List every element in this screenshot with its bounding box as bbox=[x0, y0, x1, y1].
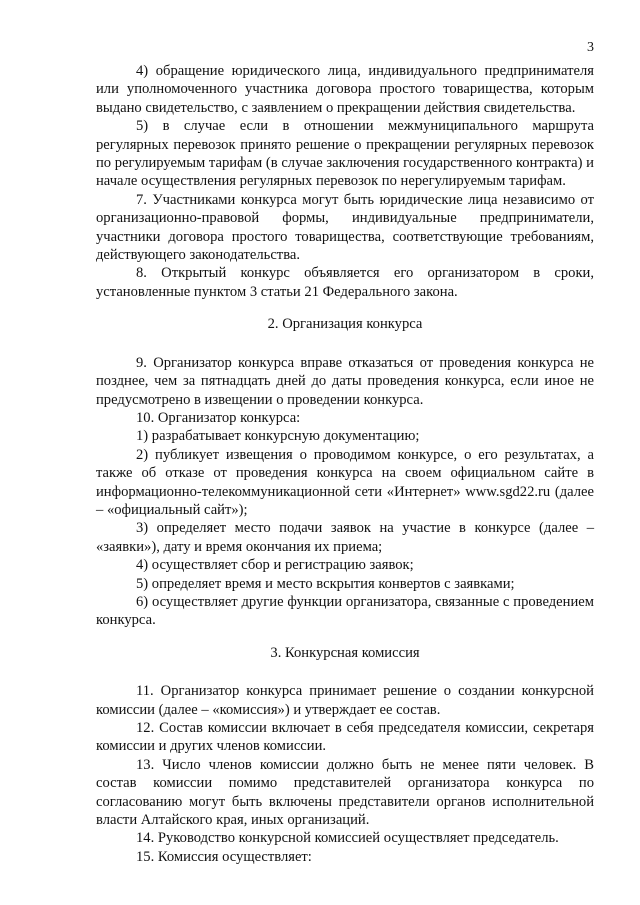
paragraph-item-4: 4) обращение юридического лица, индивидуального предпринимателя или уполномоченного участника договора простого товарищества, которым выдано свидетельство, с заявлением о прекращении действия свидетельства. bbox=[96, 63, 594, 116]
paragraph-clause-15: 15. Комиссия осуществляет: bbox=[136, 848, 312, 865]
paragraph-subitem-3: 3) определяет место подачи заявок на участие в конкурсе (далее – «заявки»), дату и время окончания их приема; bbox=[96, 520, 594, 555]
paragraph-subitem-1: 1) разрабатывает конкурсную документацию; bbox=[136, 428, 420, 445]
paragraph-clause-8: 8. Открытый конкурс объявляется его организатором в сроки, установленные пунктом 3 статьи 21 Федерального закона. bbox=[96, 265, 594, 300]
document-body bbox=[96, 62, 594, 866]
section-commission bbox=[96, 682, 594, 866]
paragraph-clause-12: 12. Состав комиссии включает в себя председателя комиссии, секретаря комиссии и других членов комиссии. bbox=[96, 720, 594, 755]
paragraph-item-5: 5) в случае если в отношении межмуниципального маршрута регулярных перевозок принято решение о прекращении регулярных перевозок по регулируемым тарифам (в случае заключения государственного контракта) и начале осуществления регулярных перевозок по нерегулируемым тарифам. bbox=[96, 118, 594, 190]
section-continued bbox=[96, 62, 594, 301]
paragraph-subitem-4: 4) осуществляет сбор и регистрацию заявок; bbox=[136, 557, 414, 574]
page-number: 3 bbox=[587, 40, 594, 55]
paragraph-clause-14: 14. Руководство конкурсной комиссией осуществляет председатель. bbox=[136, 830, 559, 847]
section-heading-organization: 2. Организация конкурса bbox=[267, 316, 423, 333]
section-organization bbox=[96, 354, 594, 630]
paragraph-subitem-2: 2) публикует извещения о проводимом конкурсе, о его результатах, а также об отказе от проведения конкурса на своем официальном сайте в информационно-телекоммуникационной сети «Интернет» www.sgd22.ru (далее – «официальный сайт»); bbox=[96, 446, 594, 518]
paragraph-clause-9: 9. Организатор конкурса вправе отказаться от проведения конкурса не позднее, чем за пятнадцать дней до даты проведения конкурса, если иное не предусмотрено в извещении о проведении конкурса. bbox=[96, 354, 594, 408]
paragraph-clause-7: 7. Участниками конкурса могут быть юридические лица независимо от организационно-правовой формы, индивидуальные предприниматели, участники договора простого товарищества, соответствующие требованиям, действующего законодательства. bbox=[96, 191, 594, 264]
paragraph-clause-13: 13. Число членов комиссии должно быть не менее пяти человек. В состав комиссии помимо представителей организатора конкурса по согласованию могут быть включены представители органов исполнительной власти Алтайского края, иных организаций. bbox=[96, 756, 594, 829]
paragraph-clause-10: 10. Организатор конкурса: bbox=[136, 409, 301, 426]
paragraph-clause-11: 11. Организатор конкурса принимает решение о создании конкурсной комиссии (далее – «комиссия») и утверждает ее состав. bbox=[96, 683, 594, 718]
paragraph-subitem-5: 5) определяет время и место вскрытия конвертов с заявками; bbox=[136, 575, 515, 592]
section-heading-commission: 3. Конкурсная комиссия bbox=[270, 644, 420, 661]
paragraph-subitem-6: 6) осуществляет другие функции организатора, связанные с проведением конкурса. bbox=[96, 593, 594, 629]
